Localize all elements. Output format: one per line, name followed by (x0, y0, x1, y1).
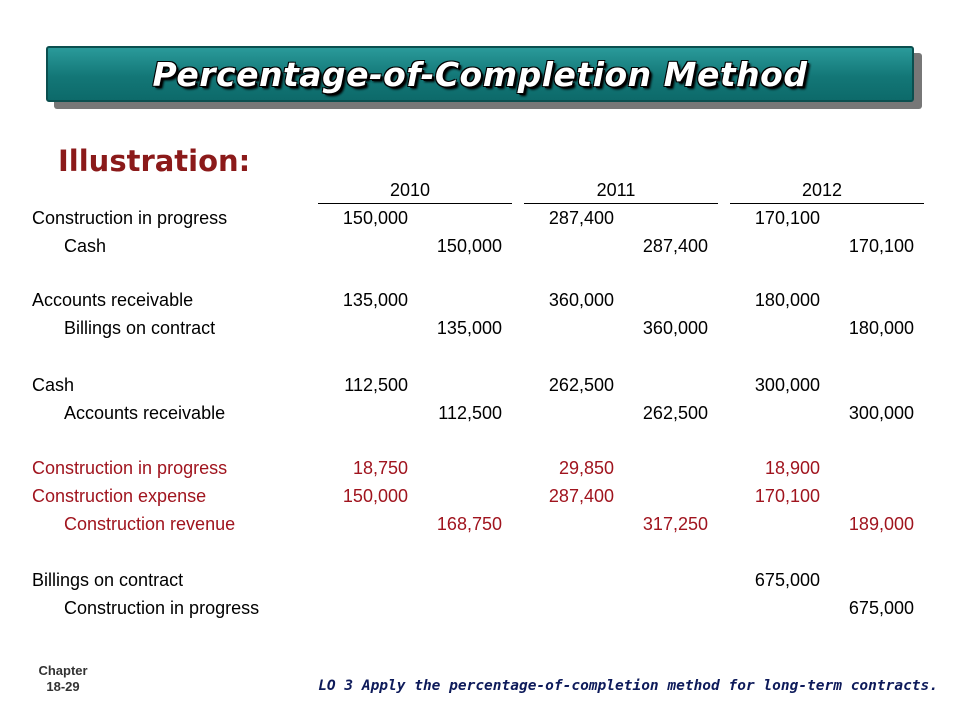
credit-amount: 150,000 (436, 236, 502, 256)
debit-amount: 675,000 (754, 570, 820, 590)
account-name: Construction revenue (64, 514, 236, 534)
journal-row (0, 598, 960, 624)
debit-amount: 29,850 (558, 458, 614, 478)
credit-amount: 112,500 (438, 403, 502, 423)
journal-row (0, 208, 960, 234)
credit-amount: 675,000 (848, 598, 914, 618)
debit-amount: 150,000 (342, 486, 408, 506)
account-name: Construction in progress (64, 598, 260, 618)
chapter-label (20, 663, 106, 695)
credit-amount: 180,000 (848, 318, 914, 338)
credit-amount: 360,000 (642, 318, 708, 338)
journal-row (0, 290, 960, 316)
debit-amount: 287,400 (548, 486, 614, 506)
credit-amount: 287,400 (642, 236, 708, 256)
debit-amount: 300,000 (754, 375, 820, 395)
credit-amount: 317,250 (642, 514, 708, 534)
debit-amount: 112,500 (344, 375, 408, 395)
account-name: Accounts receivable (32, 290, 194, 310)
learning-objective: LO 3 Apply the percentage-of-completion method for long-term contracts. (318, 678, 938, 694)
journal-row (0, 403, 960, 429)
debit-amount: 262,500 (548, 375, 614, 395)
journal-row (0, 486, 960, 512)
year-underline-2012 (730, 203, 924, 204)
debit-amount: 287,400 (548, 208, 614, 228)
account-name: Billings on contract (32, 570, 184, 590)
debit-amount: 170,100 (754, 208, 820, 228)
chapter-number: 18-29 (46, 679, 80, 694)
debit-amount: 135,000 (342, 290, 408, 310)
debit-amount: 18,900 (764, 458, 820, 478)
account-name: Accounts receivable (64, 403, 226, 423)
chapter-text: Chapter (38, 663, 88, 678)
year-header-2012: 2012 (801, 180, 843, 200)
account-name: Construction in progress (32, 458, 228, 478)
debit-amount: 18,750 (352, 458, 408, 478)
account-name: Construction expense (32, 486, 207, 506)
journal-row (0, 375, 960, 401)
account-name: Construction in progress (32, 208, 228, 228)
debit-amount: 170,100 (754, 486, 820, 506)
credit-amount: 300,000 (848, 403, 914, 423)
account-name: Billings on contract (64, 318, 216, 338)
journal-row (0, 514, 960, 540)
year-header-2010: 2010 (389, 180, 431, 200)
credit-amount: 262,500 (642, 403, 708, 423)
debit-amount: 180,000 (754, 290, 820, 310)
debit-amount: 150,000 (342, 208, 408, 228)
account-name: Cash (32, 375, 75, 395)
year-underline-2010 (318, 203, 512, 204)
year-header-2011: 2011 (596, 180, 636, 200)
journal-row (0, 318, 960, 344)
credit-amount: 168,750 (436, 514, 502, 534)
credit-amount: 170,100 (848, 236, 914, 256)
journal-row (0, 458, 960, 484)
year-underline-2011 (524, 203, 718, 204)
debit-amount: 360,000 (548, 290, 614, 310)
page-title: Percentage-of-Completion Method (152, 54, 808, 94)
illustration-heading: Illustration: (58, 144, 251, 178)
account-name: Cash (64, 236, 107, 256)
credit-amount: 189,000 (848, 514, 914, 534)
title-banner (46, 46, 914, 102)
journal-row (0, 236, 960, 262)
credit-amount: 135,000 (436, 318, 502, 338)
journal-row (0, 570, 960, 596)
